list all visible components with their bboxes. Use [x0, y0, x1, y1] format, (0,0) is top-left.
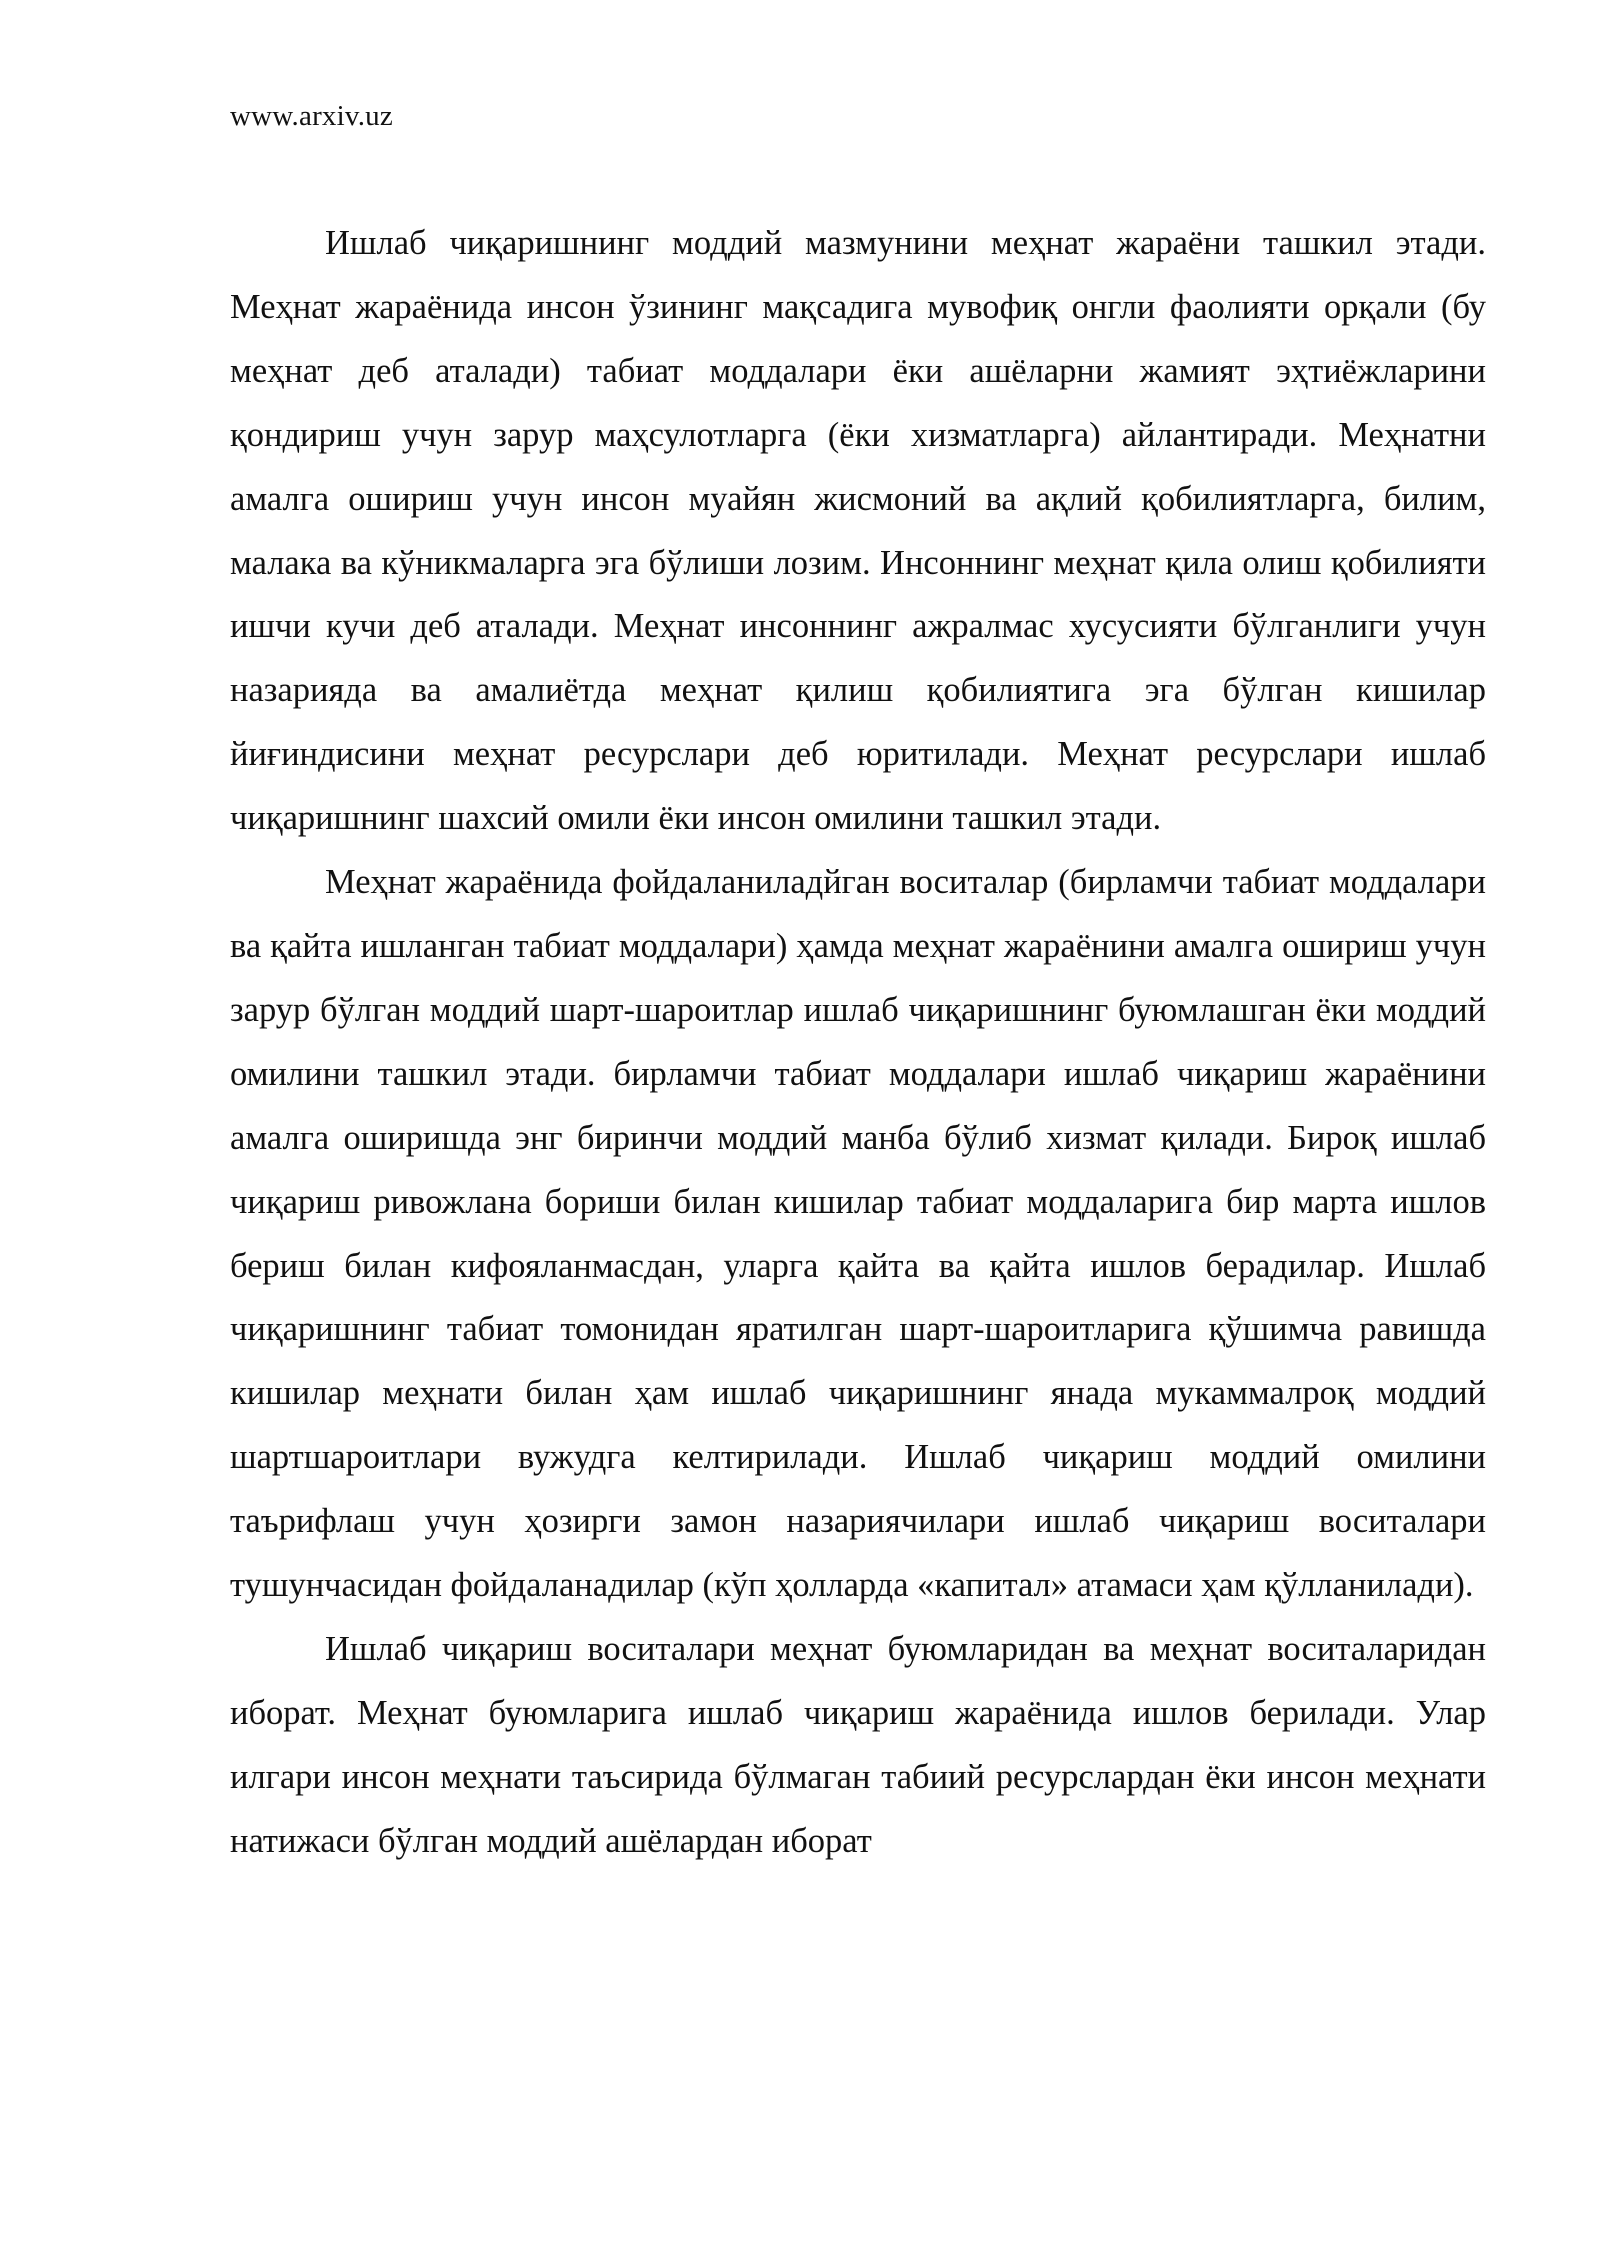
site-url-header: www.arxiv.uz	[230, 100, 393, 132]
paragraph-1: Ишлаб чиқаришнинг моддий мазмунини меҳнат жараёни ташкил этади. Меҳнат жараёнида инсон ўзининг мақсадига мувофиқ онгли фаолияти орқали (бу меҳнат деб аталади) табиат моддалари ёки ашёларни жамият эҳтиёжларини қондириш учун зарур маҳсулотларга (ёки хизматларга) айлантиради. Меҳнатни амалга ошириш учун инсон муайян жисмоний ва ақлий қобилиятларга, билим, малака ва кўникмаларга эга бўлиши лозим. Инсоннинг меҳнат қила олиш қобилияти ишчи кучи деб аталади. Меҳнат инсоннинг ажралмас хусусияти бўлганлиги учун назарияда ва амалиётда меҳнат қилиш қобилиятига эга бўлган кишилар йиғиндисини меҳнат ресурслари деб юритилади. Меҳнат ресурслари ишлаб чиқаришнинг шахсий омили ёки инсон омилини ташкил этади.	[230, 224, 1486, 838]
document-body	[230, 212, 1486, 1874]
paragraph-3: Ишлаб чиқариш воситалари меҳнат буюмларидан ва меҳнат воситаларидан иборат. Меҳнат буюмларига ишлаб чиқариш жараёнида ишлов берилади. Улар илгари инсон меҳнати таъсирида бўлмаган табиий ресурслардан ёки инсон меҳнати натижаси бўлган моддий ашёлардан иборат	[230, 1629, 1486, 1860]
paragraph-2: Меҳнат жараёнида фойдаланиладйган воситалар (бирламчи табиат моддалари ва қайта ишланган табиат моддалари) ҳамда меҳнат жараёнини амалга ошириш учун зарур бўлган моддий шарт-шароитлар ишлаб чиқаришнинг буюмлашган ёки моддий омилини ташкил этади. бирламчи табиат моддалари ишлаб чиқариш жараёнини амалга оширишда энг биринчи моддий манба бўлиб хизмат қилади. Бироқ ишлаб чиқариш ривожлана бориши билан кишилар табиат моддаларига бир марта ишлов бериш билан кифояланмасдан, уларга қайта ва қайта ишлов берадилар. Ишлаб чиқаришнинг табиат томонидан яратилган шарт-шароитларига қўшимча равишда кишилар меҳнати билан ҳам ишлаб чиқаришнинг янада мукаммалроқ моддий шартшароитлари вужудга келтирилади. Ишлаб чиқариш моддий омилини таърифлаш учун ҳозирги замон назариячилари ишлаб чиқариш воситалари тушунчасидан фойдаланадилар (кўп ҳолларда «капитал» атамаси ҳам қўлланилади).	[230, 863, 1486, 1605]
